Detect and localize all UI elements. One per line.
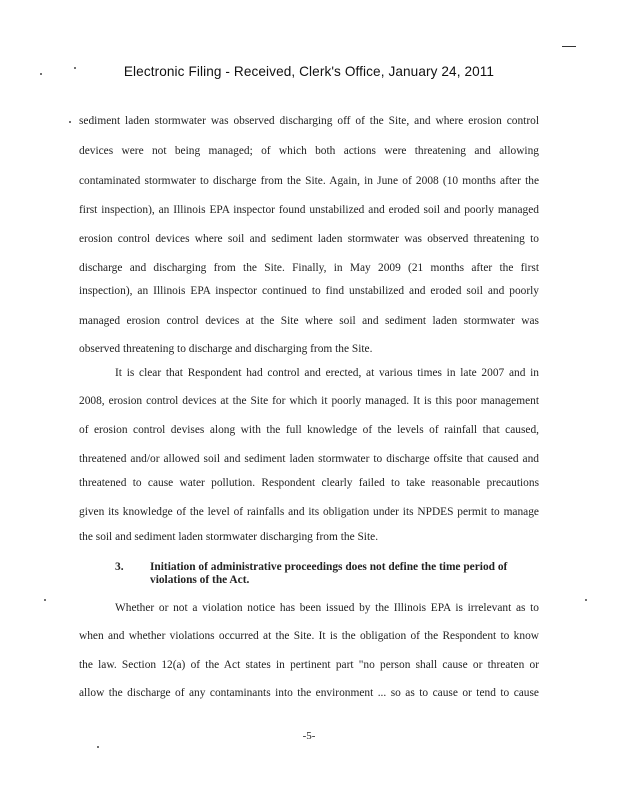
paragraph-1-line: first inspection), an Illinois EPA inspector found unstabilized and eroded soil and poorly managed: [79, 204, 539, 216]
page-number: -5-: [302, 730, 316, 742]
section-heading-line: violations of the Act.: [150, 574, 250, 586]
paragraph-1-line: observed threatening to discharge and discharging from the Site.: [79, 343, 373, 355]
scan-speck: [97, 746, 99, 748]
paragraph-1-line: erosion control devices where soil and sediment laden stormwater was observed threatening to: [79, 233, 539, 245]
scan-speck: [44, 599, 46, 601]
paragraph-1-line: managed erosion control devices at the Site where soil and sediment laden stormwater was: [79, 315, 539, 327]
paragraph-3-line: the law. Section 12(a) of the Act states in pertinent part "no person shall cause or threaten or: [79, 659, 539, 671]
section-heading-line: Initiation of administrative proceedings does not define the time period of: [150, 561, 508, 573]
scan-mark: [562, 46, 576, 47]
section-number: 3.: [115, 561, 124, 573]
paragraph-1-line: inspection), an Illinois EPA inspector continued to find unstabilized and eroded soil and poorly: [79, 285, 539, 297]
paragraph-1-line: discharge and discharging from the Site. Finally, in May 2009 (21 months after the first: [79, 262, 539, 274]
paragraph-3-line: allow the discharge of any contaminants into the environment ... so as to cause or tend to cause: [79, 687, 539, 699]
paragraph-2-line: threatened and/or allowed soil and sediment laden stormwater to discharge offsite that caused and: [79, 453, 539, 465]
scan-speck: [585, 599, 587, 601]
paragraph-2-line: the soil and sediment laden stormwater discharging from the Site.: [79, 531, 379, 543]
paragraph-1-line: devices were not being managed; of which both actions were threatening and allowing: [79, 145, 539, 157]
filing-header: Electronic Filing - Received, Clerk's Office, January 24, 2011: [123, 64, 495, 79]
paragraph-1-line: contaminated stormwater to discharge from the Site. Again, in June of 2008 (10 months after the: [79, 175, 539, 187]
paragraph-1-line: sediment laden stormwater was observed discharging off of the Site, and where erosion control: [79, 115, 539, 127]
paragraph-3-line: Whether or not a violation notice has been issued by the Illinois EPA is irrelevant as to: [115, 602, 539, 614]
paragraph-2-line: threatened to cause water pollution. Respondent clearly failed to take reasonable precautions: [79, 477, 539, 489]
paragraph-2-line: 2008, erosion control devices at the Site for which it poorly managed. It is this poor management: [79, 395, 539, 407]
scan-speck: [69, 121, 71, 123]
paragraph-2-line: given its knowledge of the level of rainfalls and its obligation under its NPDES permit to manage: [79, 506, 539, 518]
paragraph-2-line: of erosion control devises along with the full knowledge of the levels of rainfall that caused,: [79, 424, 539, 436]
paragraph-3-line: when and whether violations occurred at the Site. It is the obligation of the Respondent to know: [79, 630, 539, 642]
paragraph-2-line: It is clear that Respondent had control and erected, at various times in late 2007 and in: [115, 367, 539, 379]
